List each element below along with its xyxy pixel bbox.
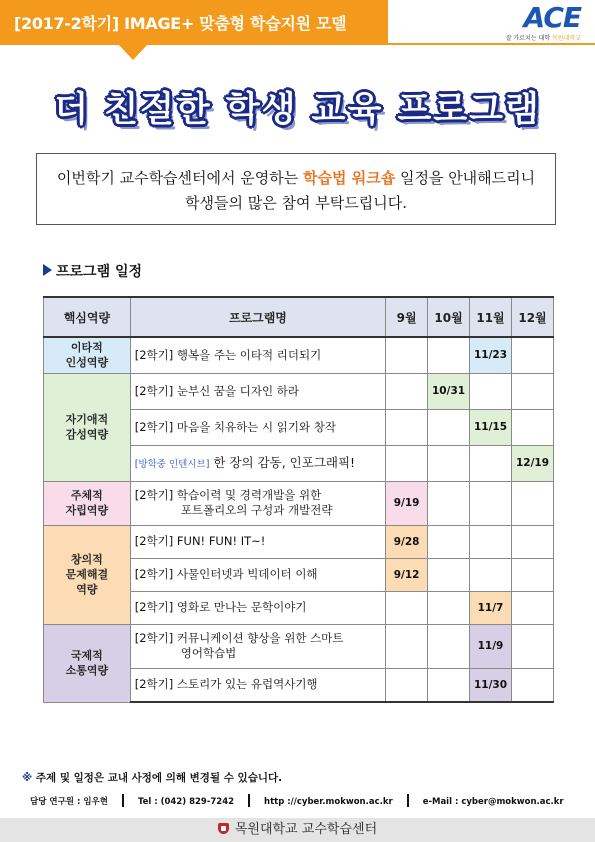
header-dec: 12월: [511, 297, 553, 337]
month-cell: [428, 558, 470, 591]
footer-band: [0, 818, 595, 842]
month-cell: [386, 591, 428, 624]
competency-cell: [44, 337, 131, 373]
table-row: [44, 373, 554, 409]
competency-label: 이타적: [70, 341, 103, 355]
month-cell: [470, 525, 512, 558]
researcher: 담당 연구원 : 임우현: [30, 797, 108, 807]
month-cell: [511, 558, 553, 591]
header-sep: 9월: [386, 297, 428, 337]
program-name-cell: [130, 624, 385, 668]
month-cell: [470, 558, 512, 591]
ace-logo-subtitle: [505, 33, 581, 42]
organization-name: 목원대학교 교수학습센터: [234, 822, 378, 837]
month-cell: [470, 373, 512, 409]
program-name: [2학기] 영화로 만나는 문학이야기: [130, 591, 385, 624]
month-cell: [428, 337, 470, 373]
divider: [248, 794, 250, 807]
month-cell: [511, 409, 553, 445]
month-cell: [386, 373, 428, 409]
intro-line-1: [37, 166, 555, 191]
program-name: 포트폴리오의 구성과 개발전략: [180, 503, 333, 517]
table-row: [44, 481, 554, 525]
month-cell: [386, 409, 428, 445]
website-link[interactable]: http ://cyber.mokwon.ac.kr: [264, 797, 393, 807]
schedule-note: [22, 770, 282, 785]
month-cell: [386, 445, 428, 481]
intro-text: 일정을 안내해드리니: [395, 169, 536, 187]
month-cell: [511, 337, 553, 373]
month-cell: [386, 668, 428, 702]
date-cell: 11/7: [470, 591, 512, 624]
contact-bar: [30, 794, 580, 807]
competency-label: 소통역량: [65, 664, 109, 677]
month-cell: [511, 668, 553, 702]
header-tab: [0, 0, 388, 44]
date-cell: 11/23: [470, 337, 512, 373]
triangle-bullet-icon: [43, 264, 52, 276]
program-name: [2학기] 마음을 치유하는 시 읽기와 창작: [130, 409, 385, 445]
competency-label: 자기애적: [65, 413, 109, 426]
table-row: [44, 624, 554, 668]
competency-label: 인성역량: [65, 356, 109, 370]
date-cell: 9/12: [386, 558, 428, 591]
program-name: [2학기] 스토리가 있는 유럽역사기행: [130, 668, 385, 702]
program-name: [2학기] 학습이력 및 경력개발을 위한: [134, 488, 322, 502]
ace-logo: [505, 1, 581, 42]
header-oct: 10월: [428, 297, 470, 337]
program-name: [2학기] FUN! FUN! IT~!: [130, 525, 385, 558]
intro-line-2: 학생들의 많은 참여 부탁드립니다.: [185, 194, 407, 212]
header-tab-label: [2017-2학기] IMAGE+ 맞춤형 학습지원 모델: [14, 14, 347, 33]
program-name: 영어학습법: [180, 646, 237, 660]
competency-label: 자립역량: [65, 504, 109, 517]
date-cell: 11/15: [470, 409, 512, 445]
program-name: [2학기] 눈부신 꿈을 디자인 하라: [130, 373, 385, 409]
month-cell: [386, 337, 428, 373]
program-name-cell: [130, 481, 385, 525]
divider: [407, 794, 409, 807]
month-cell: [511, 591, 553, 624]
table-header-row: [44, 297, 554, 337]
section-heading-text: 프로그램 일정: [56, 264, 143, 280]
program-name: [2학기] 행복을 주는 이타적 리더되기: [130, 337, 385, 373]
date-cell: 12/19: [511, 445, 553, 481]
schedule-table: [43, 296, 554, 703]
month-cell: [470, 481, 512, 525]
note-text: 주제 및 일정은 교내 사정에 의해 변경될 수 있습니다.: [32, 772, 283, 784]
month-cell: [428, 525, 470, 558]
intro-text: 이번학기 교수학습센터에서 운영하는: [56, 169, 304, 187]
month-cell: [470, 445, 512, 481]
date-cell: 11/30: [470, 668, 512, 702]
table-row: [44, 525, 554, 558]
month-cell: [428, 409, 470, 445]
date-cell: 10/31: [428, 373, 470, 409]
program-tag: [방학중 인텐시브]: [134, 458, 210, 470]
month-cell: [428, 481, 470, 525]
competency-label: 국제적: [70, 649, 103, 662]
ace-logo-text: ACE: [523, 1, 581, 34]
month-cell: [428, 445, 470, 481]
program-name: [2학기] 사물인터넷과 빅데이터 이해: [130, 558, 385, 591]
program-name-cell: [130, 445, 385, 481]
competency-label: 주체적: [70, 489, 103, 502]
header-program: 프로그램명: [130, 297, 385, 337]
section-heading: [43, 261, 142, 281]
date-cell: 9/28: [386, 525, 428, 558]
competency-label: 역량: [76, 583, 98, 596]
month-cell: [511, 481, 553, 525]
program-name: 한 장의 감동, 인포그래픽!: [209, 454, 356, 470]
university-seal-icon: [218, 823, 229, 834]
note-star: ※: [22, 772, 33, 784]
divider: [122, 794, 124, 807]
competency-cell: [44, 624, 131, 702]
month-cell: [428, 591, 470, 624]
competency-cell: [44, 525, 131, 624]
page-title: 더 친절한 학생 교육 프로그램: [54, 90, 541, 130]
competency-cell: [44, 481, 131, 525]
phone: Tel : (042) 829-7242: [137, 797, 235, 807]
month-cell: [511, 373, 553, 409]
header-nov: 11월: [470, 297, 512, 337]
logo-sub-b: 목원대학교: [552, 35, 581, 42]
intro-box: [36, 153, 556, 225]
competency-label: 문제해결: [65, 568, 109, 581]
month-cell: [428, 668, 470, 702]
competency-label: 감성역량: [65, 428, 109, 441]
header-pointer: [118, 44, 148, 60]
logo-sub-a: 잘 가르치는 대학: [505, 35, 553, 42]
month-cell: [511, 624, 553, 668]
table-row: [44, 337, 554, 373]
competency-label: 창의적: [70, 553, 103, 566]
month-cell: [386, 624, 428, 668]
month-cell: [428, 624, 470, 668]
header-competency: 핵심역량: [44, 297, 131, 337]
competency-cell: [44, 373, 131, 481]
date-cell: 11/9: [470, 624, 512, 668]
intro-highlight: 학습법 워크숍: [303, 169, 396, 187]
program-name: [2학기] 커뮤니케이션 향상을 위한 스마트: [134, 631, 344, 645]
date-cell: 9/19: [386, 481, 428, 525]
month-cell: [511, 525, 553, 558]
email-link[interactable]: e-Mail : cyber@mokwon.ac.kr: [422, 797, 564, 807]
